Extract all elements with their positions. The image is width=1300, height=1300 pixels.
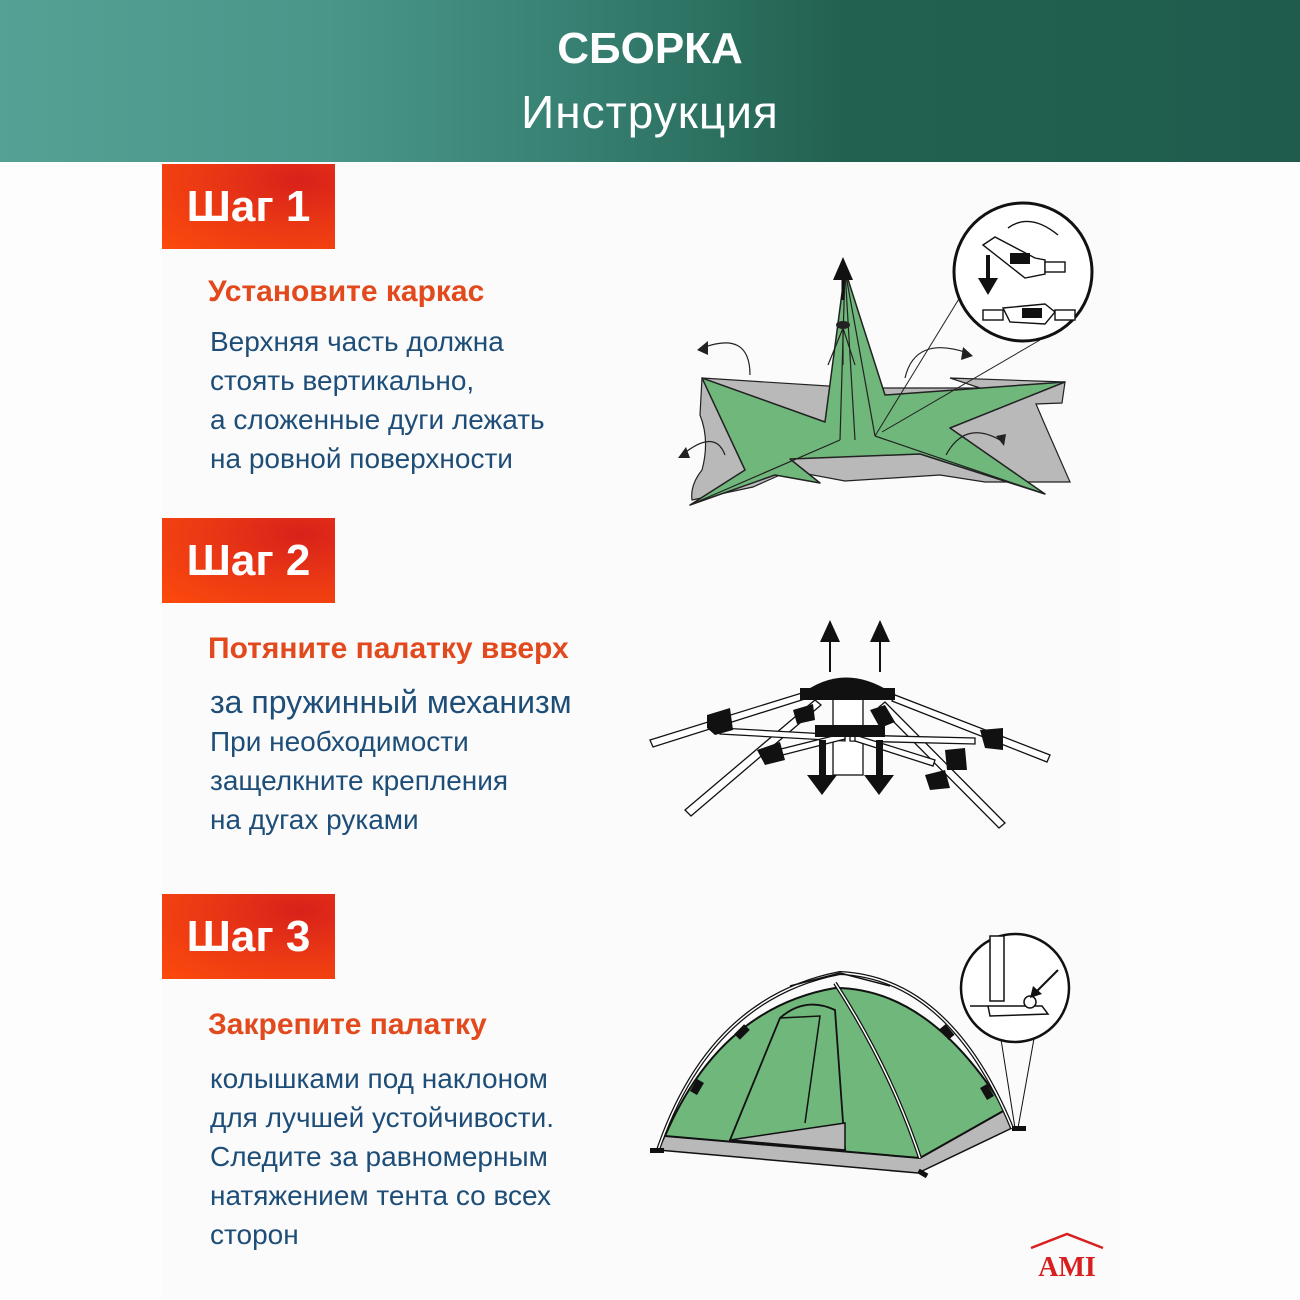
- step-1-line: стоять вертикально,: [210, 365, 475, 396]
- step-1-description: [210, 322, 545, 478]
- page-header: [0, 0, 1300, 162]
- step-3-badge: Шаг 3: [162, 894, 335, 979]
- assembled-dome-tent-icon: [650, 918, 1090, 1198]
- step-3-description: [210, 1059, 554, 1254]
- step-2-description: [210, 683, 572, 839]
- step-2-heading: Потяните палатку вверх: [208, 632, 569, 665]
- step-3-heading: Закрепите палатку: [208, 1008, 487, 1041]
- step-1-line: а сложенные дуги лежать: [210, 404, 545, 435]
- step-1-line: Верхняя часть должна: [210, 326, 504, 357]
- step-2-line: При необходимости: [210, 726, 469, 757]
- step-2-badge: Шаг 2: [162, 518, 335, 603]
- spring-hub-mechanism-icon: [645, 610, 1055, 830]
- step-3-line: натяжением тента со всех: [210, 1180, 552, 1211]
- step-2-line: защелкните крепления: [210, 765, 509, 796]
- ami-logo-icon: [1027, 1232, 1107, 1280]
- step-2-line: за пружинный механизм: [210, 684, 572, 720]
- step-3-line: сторон: [210, 1219, 299, 1250]
- folded-frame-on-ground-icon: [650, 200, 1110, 520]
- step-1-heading: Установите каркас: [208, 275, 485, 308]
- step-2-line: на дугах руками: [210, 804, 419, 835]
- step-1-badge: Шаг 1: [162, 164, 335, 249]
- page-subtitle: Инструкция: [521, 86, 779, 138]
- page-title: СБОРКА: [557, 24, 743, 73]
- step-3-line: колышками под наклоном: [210, 1063, 548, 1094]
- logo-text: AMI: [1038, 1252, 1096, 1280]
- step-1-line: на ровной поверхности: [210, 443, 513, 474]
- step-3-line: для лучшей устойчивости.: [210, 1102, 555, 1133]
- step-3-line: Следите за равномерным: [210, 1141, 548, 1172]
